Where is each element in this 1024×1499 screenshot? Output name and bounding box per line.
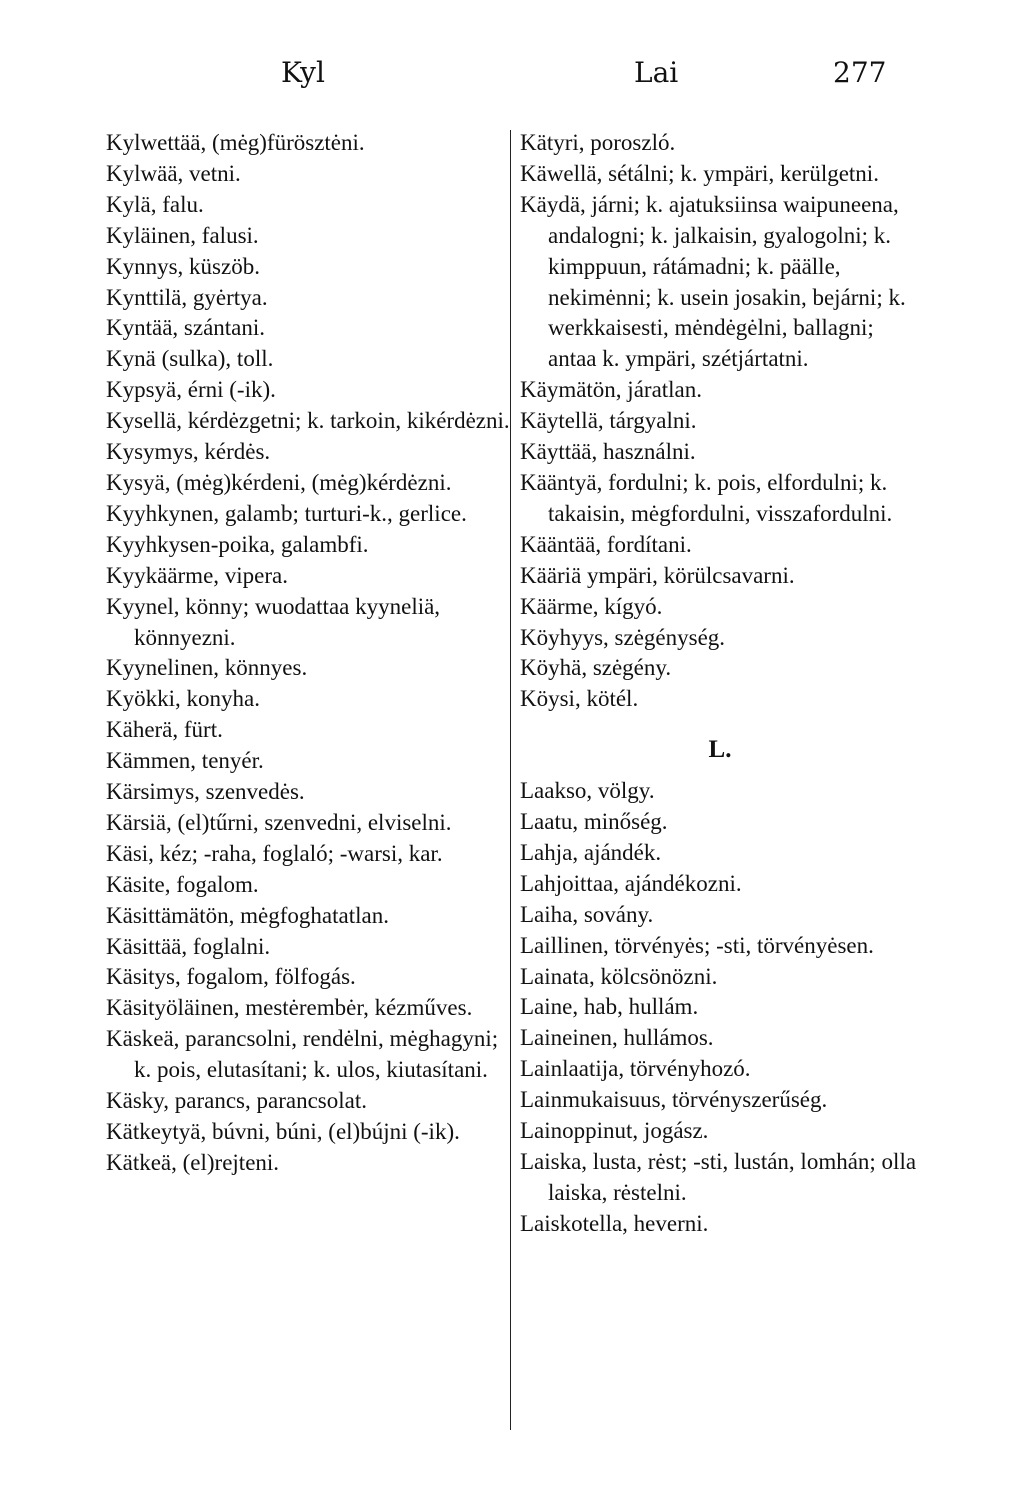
- dictionary-entry: Kätkeytyä, búvni, búni, (el)bújni (-ik).: [106, 1119, 460, 1144]
- dictionary-entry: Laatu, minőség.: [520, 809, 668, 835]
- dictionary-entry: Kyyhkysen-poika, galambfi.: [106, 531, 369, 557]
- dictionary-entry: Käärme, kígyó.: [520, 593, 663, 619]
- section-letter-heading: L.: [708, 736, 732, 764]
- dictionary-entry: Lainlaatija, törvényhozó.: [520, 1056, 751, 1082]
- dictionary-entry: Käsitys, fogalom, fölfogás.: [106, 964, 356, 990]
- dictionary-entry: Lahjoittaa, ajándékozni.: [520, 870, 742, 896]
- dictionary-entry: Köyhä, szėgény.: [520, 655, 672, 681]
- dictionary-entry: Laillinen, törvényės; -sti, törvényėsen.: [520, 932, 874, 958]
- dictionary-entry: Käsittää, foglalni.: [106, 933, 271, 959]
- dictionary-entry: Laiska, lusta, rėst; -sti, lustán, lomhán; olla laiska, rėstelni.: [520, 1149, 917, 1205]
- header-left-guideword: Kyl: [281, 56, 325, 89]
- dictionary-entry: Kämmen, tenyér.: [106, 748, 264, 774]
- dictionary-entry: Kylwää, vetni.: [106, 160, 241, 186]
- dictionary-entry: Kääntää, fordítani.: [520, 531, 692, 557]
- dictionary-entry: Kätkeä, (el)rejteni.: [106, 1149, 280, 1175]
- dictionary-entry: Käherä, fürt.: [106, 717, 223, 743]
- dictionary-entry: Kääntyä, fordulni; k. pois, elfordulni; k. takaisin, mėgfordulni, visszafordulni.: [520, 469, 893, 526]
- dictionary-entry: Kyntää, szántani.: [106, 315, 266, 341]
- dictionary-entry: Kysellä, kérdėzgetni; k. tarkoin, kikérdėzni.: [106, 408, 510, 434]
- dictionary-entry: Lainmukaisuus, törvényszerűség.: [520, 1087, 828, 1113]
- dictionary-entry: Käsittämätön, mėgfoghatatlan.: [106, 902, 389, 928]
- running-header: [0, 56, 1024, 96]
- dictionary-entry: Kysyä, (mėg)kérdeni, (mėg)kérdėzni.: [106, 469, 452, 495]
- page-number: 277: [833, 56, 887, 89]
- column-divider: [510, 130, 511, 1430]
- dictionary-entry: Laakso, völgy.: [520, 778, 655, 804]
- dictionary-entry: Kylwettää, (mėg)fürösztėni.: [106, 130, 365, 155]
- dictionary-entry: Kyyhkynen, galamb; turturi-k., gerlice.: [106, 500, 467, 526]
- dictionary-entry: Käydä, járni; k. ajatuksiinsa waipuneena, andalogni; k. jalkaisin, gyalogolni; k. kimppuun, rátámadni; k. päälle, nekimėnni; k. usein josakin, bejárni; k. werkkaisesti, mėndėgėlni, ballagni; antaa k. ympäri, szétjártatni.: [520, 191, 906, 372]
- dictionary-entry: Kyläinen, falusi.: [106, 222, 259, 248]
- dictionary-entry: Kärsiä, (el)tűrni, szenvedni, elviselni.: [106, 809, 452, 835]
- dictionary-entry: Laiskotella, heverni.: [520, 1210, 709, 1236]
- dictionary-entry: Käsky, parancs, parancsolat.: [106, 1088, 367, 1114]
- dictionary-entry: Kärsimys, szenvedės.: [106, 779, 305, 805]
- dictionary-entry: Kyynelinen, könnyes.: [106, 655, 308, 681]
- right-column: [520, 128, 920, 1240]
- dictionary-entry: Käsi, kéz; -raha, foglaló; -warsi, kar.: [106, 840, 443, 866]
- dictionary-entry: Käymätön, járatlan.: [520, 377, 703, 403]
- header-right-guideword: Lai: [634, 56, 679, 89]
- dictionary-entry: Kääriä ympäri, körülcsavarni.: [520, 562, 795, 588]
- dictionary-entry: Kypsyä, érni (-ik).: [106, 377, 276, 403]
- dictionary-entry: Käsite, fogalom.: [106, 871, 259, 897]
- dictionary-entry: Köyhyys, szėgénység.: [520, 624, 726, 650]
- dictionary-entry: Kyynel, könny; wuodattaa kyyneliä, könnyezni.: [106, 593, 441, 650]
- dictionary-entry: Käsityöläinen, mestėrembėr, kézműves.: [106, 995, 473, 1021]
- dictionary-entry: Kysymys, kérdės.: [106, 439, 271, 465]
- dictionary-entry: Kyökki, konyha.: [106, 686, 260, 712]
- dictionary-entry: Lainata, kölcsönözni.: [520, 963, 718, 989]
- dictionary-entry: Käytellä, tárgyalni.: [520, 408, 697, 434]
- dictionary-entry: Kyykäärme, vipera.: [106, 562, 289, 588]
- dictionary-entry: Laine, hab, hullám.: [520, 994, 699, 1020]
- dictionary-entry: Kynnys, küszöb.: [106, 253, 260, 279]
- dictionary-entry: Lahja, ajándék.: [520, 839, 662, 865]
- dictionary-entry: Käwellä, sétálni; k. ympäri, kerülgetni.: [520, 160, 879, 186]
- dictionary-entry: Käskeä, parancsolni, rendėlni, mėghagyni; k. pois, elutasítani; k. ulos, kiutasítani.: [106, 1026, 499, 1083]
- dictionary-entry: Köysi, kötél.: [520, 686, 639, 712]
- dictionary-entry: Kynttilä, gyėrtya.: [106, 284, 268, 310]
- dictionary-entry: Laineinen, hullámos.: [520, 1025, 714, 1051]
- dictionary-entry: Käyttää, használni.: [520, 439, 696, 465]
- left-column: [106, 128, 512, 1179]
- dictionary-entry: Kylä, falu.: [106, 191, 204, 217]
- dictionary-entry: Kätyri, poroszló.: [520, 130, 676, 155]
- dictionary-entry: Kynä (sulka), toll.: [106, 346, 274, 372]
- dictionary-entry: Lainoppinut, jogász.: [520, 1118, 709, 1144]
- dictionary-entry: Laiha, sovány.: [520, 901, 654, 927]
